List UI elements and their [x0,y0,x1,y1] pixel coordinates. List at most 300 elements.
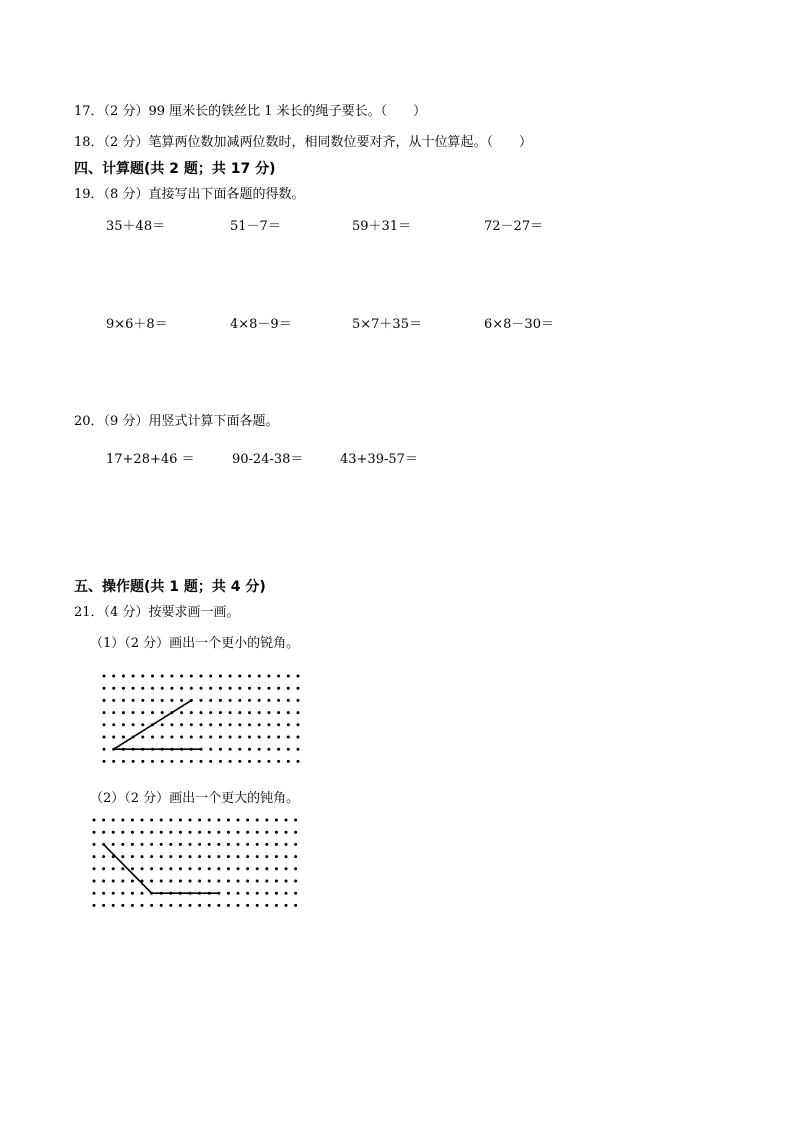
grid-dot[interactable] [131,843,134,846]
grid-dot[interactable] [122,699,125,702]
grid-dot[interactable] [132,675,135,678]
grid-dot[interactable] [285,855,288,858]
grid-dot[interactable] [121,855,124,858]
grid-dot[interactable] [297,748,300,751]
grid-dot[interactable] [103,711,106,714]
grid-dot[interactable] [208,904,211,907]
grid-dot[interactable] [169,843,172,846]
grid-dot[interactable] [103,723,106,726]
grid-dot[interactable] [229,699,232,702]
grid-dot[interactable] [112,843,115,846]
grid-dot[interactable] [217,843,220,846]
grid-dot[interactable] [112,723,115,726]
grid-dot[interactable] [294,880,297,883]
grid-dot[interactable] [112,687,115,690]
grid-dot[interactable] [141,687,144,690]
grid-dot[interactable] [179,819,182,822]
grid-dot[interactable] [112,892,115,895]
grid-dot[interactable] [265,855,268,858]
grid-dot[interactable] [151,760,154,763]
grid-dot[interactable] [237,904,240,907]
grid-dot[interactable] [170,687,173,690]
grid-dot[interactable] [121,843,124,846]
grid-dot[interactable] [287,748,290,751]
grid-dot[interactable] [169,831,172,834]
grid-dot[interactable] [93,819,96,822]
grid-dot[interactable] [160,880,163,883]
grid-dot[interactable] [102,855,105,858]
grid-dot[interactable] [294,855,297,858]
grid-dot[interactable] [209,736,212,739]
grid-dot[interactable] [265,904,268,907]
grid-dot[interactable] [294,831,297,834]
grid-dot[interactable] [209,760,212,763]
grid-dot[interactable] [141,819,144,822]
grid-dot[interactable] [112,904,115,907]
grid-dot[interactable] [150,867,153,870]
grid-dot[interactable] [103,687,106,690]
grid-dot[interactable] [161,760,164,763]
grid-dot[interactable] [179,843,182,846]
grid-dot[interactable] [161,675,164,678]
grid-dot[interactable] [256,880,259,883]
grid-dot[interactable] [209,711,212,714]
grid-dot[interactable] [103,675,106,678]
grid-dot[interactable] [180,723,183,726]
grid-dot[interactable] [275,819,278,822]
grid-dot[interactable] [141,904,144,907]
grid-dot[interactable] [229,736,232,739]
grid-dot[interactable] [198,904,201,907]
grid-dot[interactable] [258,699,261,702]
grid-dot[interactable] [267,748,270,751]
grid-dot[interactable] [169,855,172,858]
grid-dot[interactable] [190,687,193,690]
grid-dot[interactable] [179,831,182,834]
grid-dot[interactable] [246,855,249,858]
grid-dot[interactable] [297,711,300,714]
dot-grid-obtuse-angle[interactable] [90,816,300,916]
grid-dot[interactable] [160,831,163,834]
grid-dot[interactable] [180,687,183,690]
grid-dot[interactable] [189,867,192,870]
grid-dot[interactable] [294,892,297,895]
grid-dot[interactable] [238,675,241,678]
grid-dot[interactable] [102,867,105,870]
grid-dot[interactable] [208,855,211,858]
grid-dot[interactable] [160,843,163,846]
grid-dot[interactable] [237,867,240,870]
grid-dot[interactable] [219,699,222,702]
grid-dot[interactable] [112,831,115,834]
grid-dot[interactable] [256,904,259,907]
grid-dot[interactable] [256,831,259,834]
grid-dot[interactable] [160,904,163,907]
grid-dot[interactable] [256,855,259,858]
grid-dot[interactable] [102,819,105,822]
grid-dot[interactable] [93,892,96,895]
grid-dot[interactable] [219,723,222,726]
grid-dot[interactable] [151,687,154,690]
grid-dot[interactable] [258,723,261,726]
grid-dot[interactable] [151,711,154,714]
grid-dot[interactable] [150,855,153,858]
grid-dot[interactable] [200,711,203,714]
grid-dot[interactable] [227,867,230,870]
grid-dot[interactable] [285,867,288,870]
grid-dot[interactable] [180,675,183,678]
grid-dot[interactable] [160,867,163,870]
grid-dot[interactable] [258,711,261,714]
grid-dot[interactable] [256,819,259,822]
grid-dot[interactable] [229,723,232,726]
grid-dot[interactable] [277,699,280,702]
grid-dot[interactable] [258,760,261,763]
grid-dot[interactable] [294,819,297,822]
grid-dot[interactable] [151,699,154,702]
grid-dot[interactable] [198,831,201,834]
grid-dot[interactable] [208,843,211,846]
grid-dot[interactable] [217,831,220,834]
grid-dot[interactable] [200,723,203,726]
grid-dot[interactable] [256,843,259,846]
grid-dot[interactable] [141,675,144,678]
grid-dot[interactable] [180,760,183,763]
grid-dot[interactable] [275,855,278,858]
grid-dot[interactable] [238,699,241,702]
grid-dot[interactable] [227,904,230,907]
grid-dot[interactable] [265,867,268,870]
grid-dot[interactable] [189,819,192,822]
grid-dot[interactable] [265,819,268,822]
grid-dot[interactable] [141,892,144,895]
grid-dot[interactable] [198,867,201,870]
grid-dot[interactable] [297,687,300,690]
grid-dot[interactable] [121,867,124,870]
grid-dot[interactable] [294,843,297,846]
grid-dot[interactable] [161,736,164,739]
grid-dot[interactable] [103,760,106,763]
grid-dot[interactable] [219,748,222,751]
grid-dot[interactable] [277,736,280,739]
grid-dot[interactable] [150,831,153,834]
grid-dot[interactable] [248,711,251,714]
grid-dot[interactable] [112,867,115,870]
grid-dot[interactable] [179,855,182,858]
grid-dot[interactable] [217,855,220,858]
grid-dot[interactable] [227,892,230,895]
grid-dot[interactable] [150,819,153,822]
grid-dot[interactable] [131,892,134,895]
grid-dot[interactable] [200,675,203,678]
grid-dot[interactable] [112,880,115,883]
grid-dot[interactable] [200,736,203,739]
grid-dot[interactable] [265,843,268,846]
grid-dot[interactable] [151,736,154,739]
dot-grid-acute-angle[interactable] [100,672,300,772]
grid-dot[interactable] [170,675,173,678]
grid-dot[interactable] [287,675,290,678]
grid-dot[interactable] [179,904,182,907]
grid-dot[interactable] [169,880,172,883]
grid-dot[interactable] [217,880,220,883]
grid-dot[interactable] [246,880,249,883]
grid-dot[interactable] [219,760,222,763]
grid-dot[interactable] [209,699,212,702]
grid-dot[interactable] [150,904,153,907]
grid-dot[interactable] [275,880,278,883]
grid-dot[interactable] [267,687,270,690]
grid-dot[interactable] [275,831,278,834]
grid-dot[interactable] [132,711,135,714]
grid-dot[interactable] [297,723,300,726]
grid-dot[interactable] [248,736,251,739]
grid-dot[interactable] [121,880,124,883]
grid-dot[interactable] [179,867,182,870]
grid-dot[interactable] [238,687,241,690]
grid-dot[interactable] [267,675,270,678]
grid-dot[interactable] [275,867,278,870]
grid-dot[interactable] [170,736,173,739]
grid-dot[interactable] [150,843,153,846]
grid-dot[interactable] [246,867,249,870]
grid-dot[interactable] [265,880,268,883]
grid-dot[interactable] [267,736,270,739]
grid-dot[interactable] [161,699,164,702]
grid-dot[interactable] [238,723,241,726]
grid-dot[interactable] [238,736,241,739]
grid-dot[interactable] [246,843,249,846]
grid-dot[interactable] [112,675,115,678]
grid-dot[interactable] [131,819,134,822]
grid-dot[interactable] [151,675,154,678]
grid-dot[interactable] [219,736,222,739]
grid-dot[interactable] [141,831,144,834]
grid-dot[interactable] [229,675,232,678]
grid-dot[interactable] [161,723,164,726]
grid-dot[interactable] [237,892,240,895]
grid-dot[interactable] [258,748,261,751]
grid-dot[interactable] [258,675,261,678]
grid-dot[interactable] [287,723,290,726]
grid-dot[interactable] [122,675,125,678]
grid-dot[interactable] [277,711,280,714]
grid-dot[interactable] [170,699,173,702]
grid-dot[interactable] [208,867,211,870]
grid-dot[interactable] [112,699,115,702]
grid-dot[interactable] [93,831,96,834]
grid-dot[interactable] [141,843,144,846]
grid-dot[interactable] [229,760,232,763]
grid-dot[interactable] [180,711,183,714]
grid-dot[interactable] [132,760,135,763]
grid-dot[interactable] [103,748,106,751]
grid-dot[interactable] [227,880,230,883]
grid-dot[interactable] [297,736,300,739]
grid-dot[interactable] [209,687,212,690]
grid-dot[interactable] [141,723,144,726]
grid-dot[interactable] [275,904,278,907]
grid-dot[interactable] [238,711,241,714]
grid-dot[interactable] [219,711,222,714]
grid-dot[interactable] [287,687,290,690]
grid-dot[interactable] [217,904,220,907]
grid-dot[interactable] [132,699,135,702]
grid-dot[interactable] [285,892,288,895]
grid-dot[interactable] [190,675,193,678]
grid-dot[interactable] [229,711,232,714]
grid-dot[interactable] [237,831,240,834]
grid-dot[interactable] [275,892,278,895]
grid-dot[interactable] [190,723,193,726]
grid-dot[interactable] [275,843,278,846]
grid-dot[interactable] [198,843,201,846]
grid-dot[interactable] [141,699,144,702]
grid-dot[interactable] [103,736,106,739]
grid-dot[interactable] [102,904,105,907]
grid-dot[interactable] [122,687,125,690]
grid-dot[interactable] [277,723,280,726]
grid-dot[interactable] [189,843,192,846]
grid-dot[interactable] [297,760,300,763]
grid-dot[interactable] [102,880,105,883]
grid-dot[interactable] [150,880,153,883]
grid-dot[interactable] [102,831,105,834]
grid-dot[interactable] [200,699,203,702]
grid-dot[interactable] [122,736,125,739]
grid-dot[interactable] [169,867,172,870]
grid-dot[interactable] [219,687,222,690]
grid-dot[interactable] [285,880,288,883]
grid-dot[interactable] [122,711,125,714]
grid-dot[interactable] [103,699,106,702]
grid-dot[interactable] [287,711,290,714]
grid-dot[interactable] [265,892,268,895]
grid-dot[interactable] [287,736,290,739]
grid-dot[interactable] [112,819,115,822]
grid-dot[interactable] [160,855,163,858]
grid-dot[interactable] [246,904,249,907]
grid-dot[interactable] [277,675,280,678]
grid-dot[interactable] [277,748,280,751]
grid-dot[interactable] [190,736,193,739]
grid-dot[interactable] [248,748,251,751]
grid-dot[interactable] [285,819,288,822]
grid-dot[interactable] [189,831,192,834]
grid-dot[interactable] [256,867,259,870]
grid-dot[interactable] [190,760,193,763]
grid-dot[interactable] [93,843,96,846]
grid-dot[interactable] [180,736,183,739]
grid-dot[interactable] [141,867,144,870]
grid-dot[interactable] [189,904,192,907]
grid-dot[interactable] [102,892,105,895]
grid-dot[interactable] [219,675,222,678]
grid-dot[interactable] [248,760,251,763]
grid-dot[interactable] [209,723,212,726]
grid-dot[interactable] [237,843,240,846]
grid-dot[interactable] [161,711,164,714]
grid-dot[interactable] [237,880,240,883]
grid-dot[interactable] [121,819,124,822]
grid-dot[interactable] [131,880,134,883]
grid-dot[interactable] [227,855,230,858]
grid-dot[interactable] [121,904,124,907]
grid-dot[interactable] [131,867,134,870]
grid-dot[interactable] [248,699,251,702]
grid-dot[interactable] [294,904,297,907]
grid-dot[interactable] [112,711,115,714]
grid-dot[interactable] [132,723,135,726]
grid-dot[interactable] [248,675,251,678]
grid-dot[interactable] [141,855,144,858]
grid-dot[interactable] [160,819,163,822]
grid-dot[interactable] [200,760,203,763]
grid-dot[interactable] [209,748,212,751]
grid-dot[interactable] [217,819,220,822]
grid-dot[interactable] [141,760,144,763]
grid-dot[interactable] [229,687,232,690]
grid-dot[interactable] [132,687,135,690]
grid-dot[interactable] [285,904,288,907]
grid-dot[interactable] [198,819,201,822]
grid-dot[interactable] [141,711,144,714]
grid-dot[interactable] [229,748,232,751]
grid-dot[interactable] [131,904,134,907]
grid-dot[interactable] [131,855,134,858]
grid-dot[interactable] [287,760,290,763]
grid-dot[interactable] [200,687,203,690]
grid-dot[interactable] [258,736,261,739]
grid-dot[interactable] [189,855,192,858]
grid-dot[interactable] [277,687,280,690]
grid-dot[interactable] [267,723,270,726]
grid-dot[interactable] [217,867,220,870]
grid-dot[interactable] [248,723,251,726]
grid-dot[interactable] [93,880,96,883]
grid-dot[interactable] [189,880,192,883]
grid-dot[interactable] [170,760,173,763]
grid-dot[interactable] [246,831,249,834]
grid-dot[interactable] [237,855,240,858]
grid-dot[interactable] [208,880,211,883]
grid-dot[interactable] [121,892,124,895]
grid-dot[interactable] [198,880,201,883]
grid-dot[interactable] [267,711,270,714]
grid-dot[interactable] [198,855,201,858]
grid-dot[interactable] [297,699,300,702]
grid-dot[interactable] [238,760,241,763]
grid-dot[interactable] [169,819,172,822]
grid-dot[interactable] [256,892,259,895]
grid-dot[interactable] [246,819,249,822]
grid-dot[interactable] [190,711,193,714]
grid-dot[interactable] [209,675,212,678]
grid-dot[interactable] [121,831,124,834]
grid-dot[interactable] [141,736,144,739]
grid-dot[interactable] [267,760,270,763]
grid-dot[interactable] [246,892,249,895]
grid-dot[interactable] [297,675,300,678]
grid-dot[interactable] [93,904,96,907]
grid-dot[interactable] [277,760,280,763]
grid-dot[interactable] [227,831,230,834]
grid-dot[interactable] [122,760,125,763]
grid-dot[interactable] [227,843,230,846]
grid-dot[interactable] [180,699,183,702]
grid-dot[interactable] [294,867,297,870]
grid-dot[interactable] [285,831,288,834]
